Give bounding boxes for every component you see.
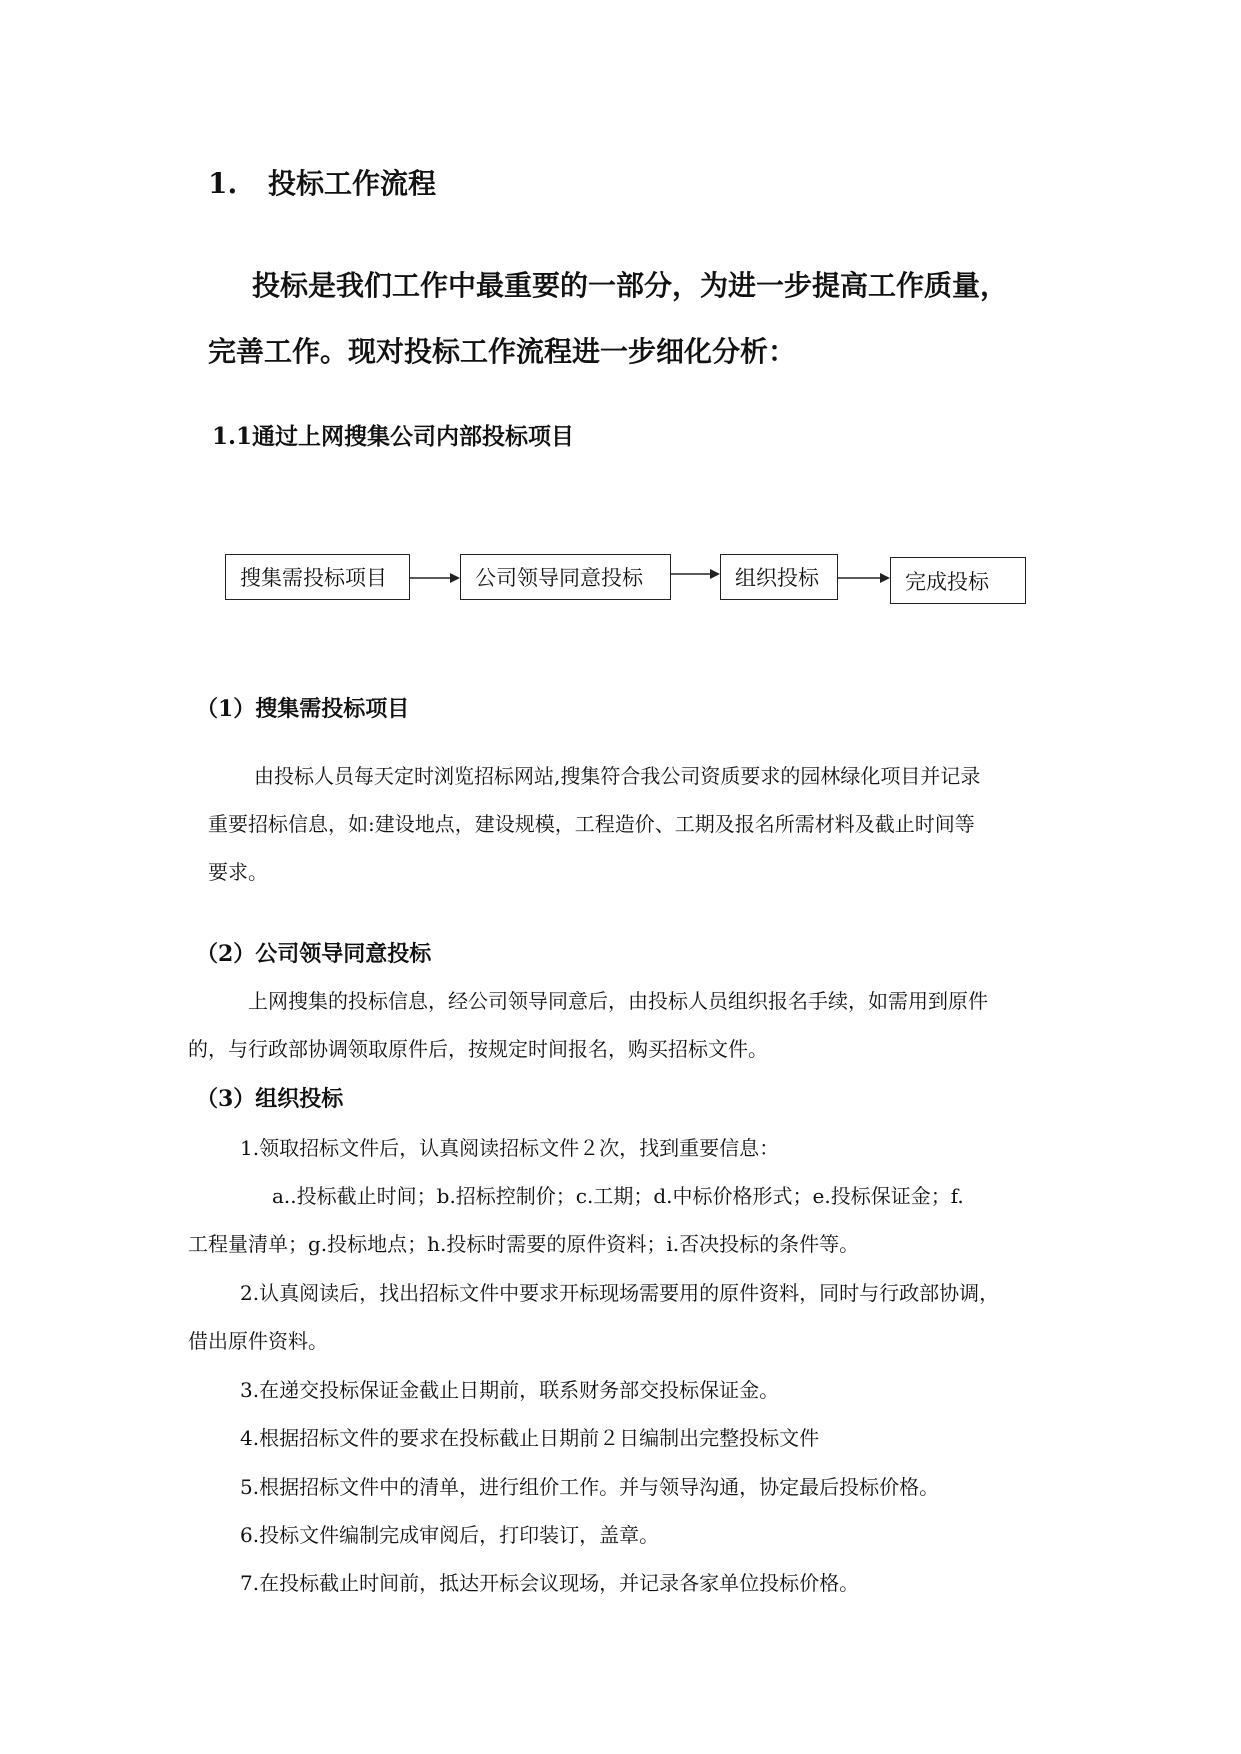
- section2-line-1: 上网搜集的投标信息，经公司领导同意后，由投标人员组织报名手续，如需用到原件: [248, 989, 988, 1013]
- flow-step-collect: 搜集需投标项目: [225, 554, 410, 600]
- section3-line-9: 6.投标文件编制完成审阅后，打印装订，盖章。: [240, 1523, 660, 1547]
- section3-line-1: 1.领取招标文件后，认真阅读招标文件２次，找到重要信息：: [240, 1136, 780, 1160]
- section3-line-2: a..投标截止时间；b.招标控制价；c.工期；d.中标价格形式；e.投标保证金；f.: [272, 1184, 964, 1208]
- section1-line-2: 重要招标信息，如:建设地点，建设规模，工程造价、工期及报名所需材料及截止时间等: [208, 812, 975, 836]
- flow-arrow-3: [838, 570, 890, 586]
- section3-line-8: 5.根据招标文件中的清单，进行组价工作。并与领导沟通，协定最后投标价格。: [240, 1475, 940, 1499]
- subheading: 1.1通过上网搜集公司内部投标项目: [212, 423, 575, 450]
- flow-step-organize: 组织投标: [720, 554, 838, 600]
- heading-title: 投标工作流程: [268, 167, 437, 200]
- section3-line-10: 7.在投标截止时间前，抵达开标会议现场，并记录各家单位投标价格。: [240, 1571, 860, 1595]
- section-heading: [208, 162, 436, 202]
- section3-title: （3）组织投标: [196, 1086, 344, 1112]
- heading-number: 1.: [208, 167, 238, 200]
- section3-line-4: 2.认真阅读后，找出招标文件中要求开标现场需要用的原件资料，同时与行政部协调，: [240, 1281, 1000, 1305]
- section3-line-3: 工程量清单；g.投标地点；h.投标时需要的原件资料；i.否决投标的条件等。: [188, 1232, 860, 1256]
- intro-line-1: 投标是我们工作中最重要的一部分，为进一步提高工作质量，: [252, 269, 1009, 302]
- intro-line-2: 完善工作。现对投标工作流程进一步细化分析：: [208, 335, 797, 368]
- flow-arrow-2: [671, 566, 720, 582]
- flow-arrow-1: [410, 570, 460, 586]
- section3-line-7: 4.根据招标文件的要求在投标截止日期前２日编制出完整投标文件: [240, 1426, 820, 1450]
- section1-title: （1）搜集需投标项目: [196, 696, 410, 722]
- section1-line-3: 要求。: [208, 860, 268, 884]
- section2-line-2: 的，与行政部协调领取原件后，按规定时间报名，购买招标文件。: [188, 1037, 768, 1061]
- flow-step-approve: 公司领导同意投标: [460, 554, 671, 600]
- section3-line-5: 借出原件资料。: [188, 1329, 328, 1353]
- section1-line-1: 由投标人员每天定时浏览招标网站,搜集符合我公司资质要求的园林绿化项目并记录: [254, 764, 981, 788]
- section3-line-6: 3.在递交投标保证金截止日期前，联系财务部交投标保证金。: [240, 1378, 780, 1402]
- flow-step-complete: 完成投标: [890, 557, 1026, 604]
- section2-title: （2）公司领导同意投标: [196, 941, 432, 967]
